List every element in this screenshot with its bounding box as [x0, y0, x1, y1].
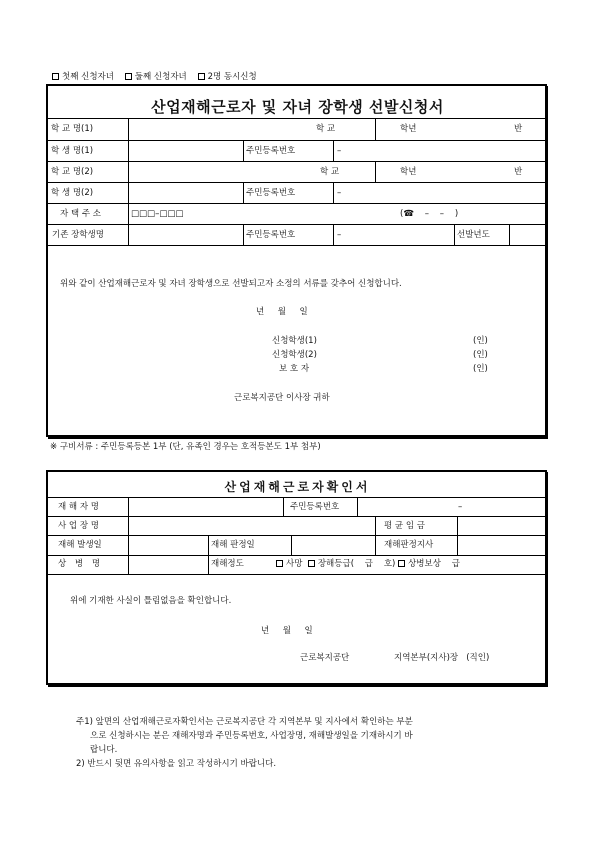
guardian-label: 보 호 자	[279, 364, 310, 374]
severity-options	[276, 559, 460, 569]
form2-shadow-right	[545, 472, 548, 687]
confirmation-title: 산업재해근로자확인서	[224, 480, 371, 494]
note-line-2: 으로 신청하시는 분은 재해자명과 주민등록번호, 사업장명, 재해발생일을 기재하시기 바	[90, 731, 413, 741]
form-shadow-bottom	[48, 436, 548, 439]
applicant1-seal[interactable]: (인)	[473, 336, 488, 346]
grade1-label: 학년	[400, 124, 417, 134]
school2-label: 학 교 명(2)	[51, 167, 94, 177]
severity-label: 재해정도	[211, 559, 244, 569]
rrn1-label: 주민등록번호	[246, 146, 296, 156]
option-first-child[interactable]: 첫째 신청자녀	[52, 72, 114, 82]
note-line-3: 랍니다.	[90, 745, 118, 755]
prev-scholar-input[interactable]	[129, 225, 242, 244]
student2-input[interactable]	[129, 183, 242, 202]
application-statement: 위와 같이 산업재해근로자 및 자녀 장학생으로 선발되고자 소정의 서류를 갖추어 신청합니다.	[60, 279, 402, 289]
application-date[interactable]: 년 월 일	[256, 307, 308, 317]
victim-name-label: 재 해 자 명	[58, 502, 99, 512]
checkbox-icon[interactable]	[308, 560, 315, 567]
address-label: 자 택 주 소	[60, 209, 101, 219]
student2-label: 학 생 명(2)	[51, 188, 94, 198]
rrn1-dash: –	[337, 146, 342, 156]
class2-label: 반	[514, 167, 523, 177]
victim-rrn-dash: –	[458, 502, 463, 512]
applicant2-seal[interactable]: (인)	[473, 350, 488, 360]
class1-label: 반	[514, 124, 523, 134]
note-line-4: 2) 반드시 뒷면 유의사항을 읽고 작성하시기 바랍니다.	[76, 759, 277, 769]
confirmation-office[interactable]: 지역본부(지사)장 (직인)	[394, 653, 490, 663]
note-line-1: 주1) 앞면의 산업재해근로자확인서는 근로복지공단 각 지역본부 및 지사에서 확인하는 부분	[76, 717, 413, 727]
avg-wage-label: 평 균 임 금	[384, 521, 425, 531]
checkbox-icon[interactable]	[276, 560, 283, 567]
decision-date-label: 재해 판정일	[211, 540, 255, 550]
application-title: 산업재해근로자 및 자녀 장학생 선발신청서	[151, 98, 444, 116]
option-death[interactable]: 사망	[276, 559, 302, 569]
recipient: 근로복지공단 이사장 귀하	[234, 393, 330, 403]
confirmation-date[interactable]: 년 월 일	[261, 626, 313, 636]
accident-date-label: 재해 발생일	[58, 540, 102, 550]
option-both[interactable]: 2명 동시신청	[198, 72, 257, 82]
top-options	[52, 70, 257, 82]
form2-shadow-bottom	[48, 684, 548, 687]
option-compensation[interactable]: 상병보상 급	[398, 559, 460, 569]
checkbox-icon[interactable]	[125, 73, 132, 80]
rrn3-dash: –	[337, 230, 342, 240]
applicant2-label: 신청학생(2)	[272, 350, 317, 360]
rrn2-label: 주민등록번호	[246, 188, 296, 198]
checkbox-icon[interactable]	[52, 73, 59, 80]
rrn3-label: 주민등록번호	[246, 230, 296, 240]
form-shadow-right	[545, 86, 548, 439]
condition-label: 상 병 명	[58, 559, 104, 569]
checkbox-icon[interactable]	[398, 560, 405, 567]
prev-scholar-label: 기존 장학생명	[52, 230, 104, 240]
workplace-label: 사 업 장 명	[58, 521, 99, 531]
checkbox-icon[interactable]	[198, 73, 205, 80]
confirmation-org: 근로복지공단	[300, 653, 350, 663]
guardian-seal[interactable]: (인)	[473, 364, 488, 374]
school1-input[interactable]	[129, 119, 374, 139]
victim-name-input[interactable]	[129, 498, 282, 515]
school1-suffix: 학 교	[316, 124, 336, 134]
option-disability[interactable]: 장해등급( 급 호)	[308, 559, 396, 569]
school1-label: 학 교 명(1)	[51, 124, 94, 134]
workplace-input[interactable]	[129, 517, 374, 534]
option-second-child[interactable]: 둘째 신청자녀	[125, 72, 187, 82]
applicant1-label: 신청학생(1)	[272, 336, 317, 346]
decision-branch-label: 재해판정지사	[384, 540, 434, 550]
required-documents-note: ※ 구비서류 : 주민등록등본 1부 (단, 유족인 경우는 호적등본도 1부 첨부)	[50, 442, 321, 452]
confirmation-statement: 위에 기재한 사실이 틀림없음을 확인합니다.	[70, 596, 232, 606]
phone-field[interactable]: (☎ – – )	[400, 209, 459, 219]
victim-rrn-label: 주민등록번호	[290, 502, 340, 512]
student1-input[interactable]	[129, 141, 242, 160]
postcode-field[interactable]: □□□–□□□	[131, 209, 184, 219]
grade2-label: 학년	[400, 167, 417, 177]
selection-year-label: 선발년도	[457, 230, 490, 240]
rrn2-dash: –	[337, 188, 342, 198]
student1-label: 학 생 명(1)	[51, 146, 94, 156]
school2-suffix: 학 교	[320, 167, 340, 177]
